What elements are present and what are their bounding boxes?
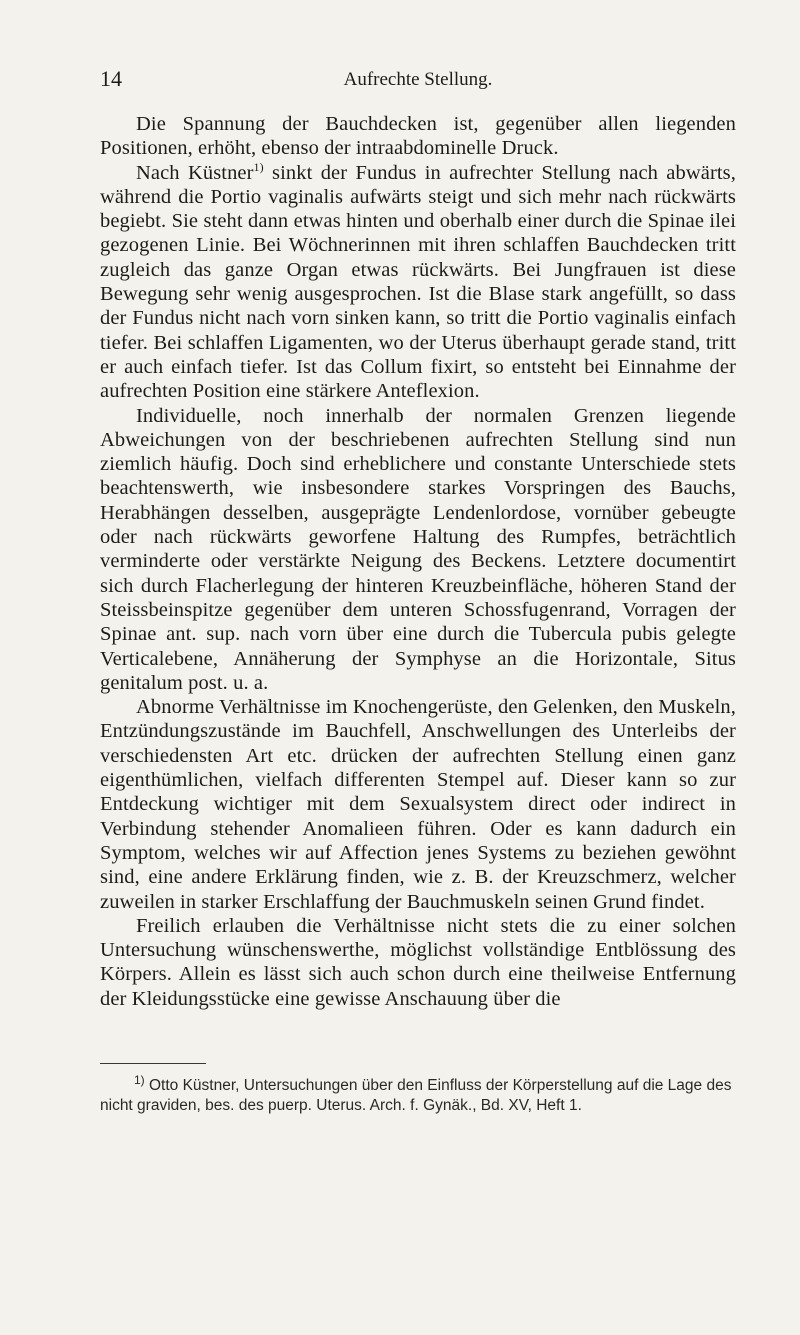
paragraph: Abnorme Verhältnisse im Knochengerüste, den Gelenken, den Muskeln, Entzündungszustände im Bauchfell, Anschwellungen des Unterleibs der verschiedensten Art etc. drücken der aufrechten Stellung einen ganz eigenthümlichen, vielfach differenten Stempel auf. Dieser kann so zur Entdeckung wichtiger mit dem Sexualsystem direct oder indirect in Verbindung stehender Anomalieen führen. Oder es kann dadurch ein Symptom, welches wir auf Affection jenes Systems zu beziehen gewöhnt sind, eine andere Erklärung finden, wie z. B. der Kreuzschmerz, welcher zuweilen in starker Erschlaffung der Bauchmuskeln seinen Grund findet. <box>100 696 736 913</box>
paragraph: Die Spannung der Bauchdecken ist, gegenüber allen liegenden Positionen, erhöht, ebenso der intraabdominelle Druck. <box>100 113 736 160</box>
page-number: 14 <box>100 66 122 91</box>
running-title: Aufrechte Stellung. <box>343 69 493 90</box>
paragraph: Individuelle, noch innerhalb der normalen Grenzen liegende Abweichungen von der beschriebenen aufrechten Stellung sind nun ziemlich häufig. Doch sind erheblichere und constante Unterschiede stets beachtenswerth, wie insbesondere starkes Vorspringen des Bauchs, Herabhängen desselben, ausgeprägte Lendenlordose, vornüber gebeugte oder nach rückwärts geworfene Haltung des Rumpfes, beträchtlich verminderte oder verstärkte Neigung des Beckens. Letztere documentirt sich durch Flacherlegung der hinteren Kreuzbeinfläche, höheren Stand der Steissbeinspitze gegenüber dem unteren Schossfugenrand, Vorragen der Spinae ant. sup. nach vorn über eine durch die Tubercula pubis gelegte Verticalebene, Annäherung der Symphyse an die Horizontale, Situs genitalum post. u. a. <box>100 404 736 694</box>
paragraph: Freilich erlauben die Verhältnisse nicht stets die zu einer solchen Untersuchung wünschenswerthe, möglichst vollständige Entblössung des Körpers. Allein es lässt sich auch schon durch eine theilweise Entfernung der Kleidungsstücke eine gewisse Anschauung über die <box>100 914 736 1010</box>
page-header <box>100 66 736 96</box>
footnote-mark: 1) <box>134 1072 145 1087</box>
footnote-reference: 1) <box>253 159 264 174</box>
footnote <box>100 1072 736 1116</box>
footnote-text: Otto Küstner, Untersuchungen über den Einfluss der Körperstellung auf die Lage des nicht graviden, bes. des puerp. Uterus. Arch. f. Gynäk., Bd. XV, Heft 1. <box>100 1077 732 1114</box>
paragraph-text: sinkt der Fundus in aufrechter Stellung nach abwärts, während die Portio vaginalis aufwärts steigt und sich mehr nach rückwärts begiebt. Sie steht dann etwas hinten und oberhalb einer durch die Spinae ilei gezogenen Linie. Bei Wöchnerinnen mit ihren schlaffen Bauchdecken tritt zugleich das ganze Organ etwas rückwärts. Bei Jungfrauen ist diese Bewegung sehr wenig ausgesprochen. Ist die Blase stark angefüllt, so dass der Fundus nicht nach vorn sinken kann, so tritt die Portio vaginalis einfach tiefer. Bei schlaffen Ligamenten, wo der Uterus überhaupt gerade stand, tritt er auch einfach tiefer. Ist das Collum fixirt, so entsteht bei Einnahme der aufrechten Position eine stärkere Anteflexion. <box>100 161 736 403</box>
footnote-divider <box>100 1063 206 1064</box>
body-text <box>100 112 736 1011</box>
paragraph-text: Nach Küstner <box>136 161 254 184</box>
paragraph <box>100 161 736 404</box>
